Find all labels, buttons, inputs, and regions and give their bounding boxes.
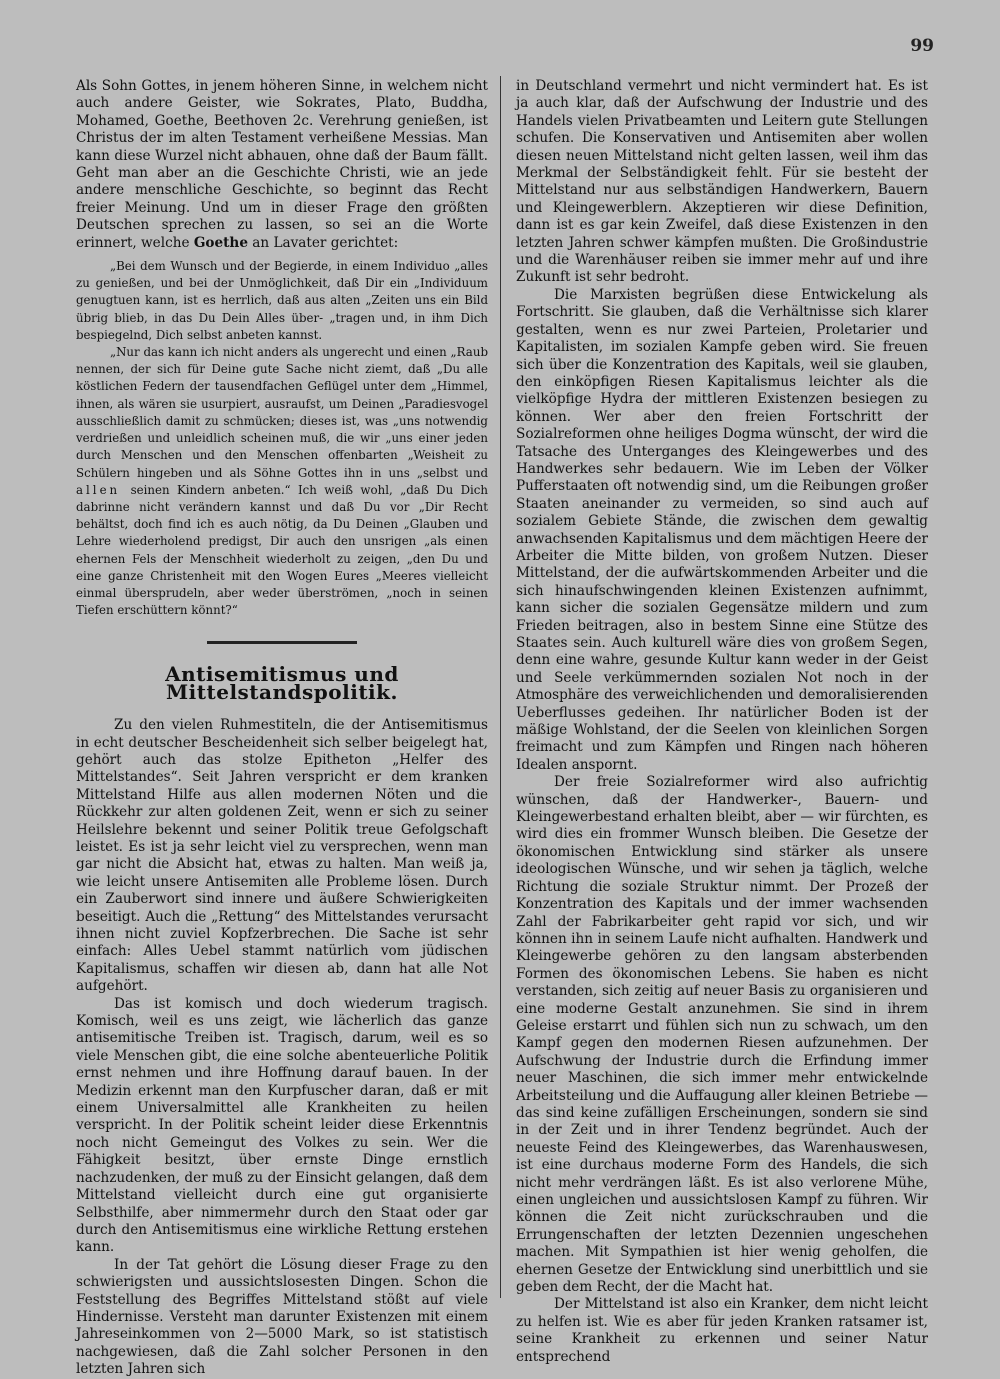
quote-paragraph-1: „Bei dem Wunsch und der Begierde, in einem Individuo „alles zu genießen, und bei der Unmöglichkeit, daß Dir ein „Individuum genugtuen kann, ist es herrlich, daß aus alten „Zeiten uns ein Bild übrig blieb, in das Du Dein Alles über- „tragen und, in ihm Dich bespiegelnd, Dich selbst anbeten kannst. <box>76 259 488 342</box>
article-paragraph-1: Zu den vielen Ruhmestiteln, die der Antisemitismus in echt deutscher Bescheidenheit sich selber beigelegt hat, gehört auch das stolze Epitheton „Helfer des Mittelstandes“. Seit Jahren verspricht er dem kranken Mittelstand Hilfe aus allen modernen Nöten und die Rückkehr zur alten goldenen Zeit, wenn er sich zu seiner Heilslehre bekennt und seiner Politik treue Gefolgschaft leistet. Es ist ja sehr leicht viel zu versprechen, wenn man gar nicht die Absicht hat, etwas zu halten. Man weiß ja, wie leicht unsere Antisemiten alle Probleme lösen. Durch ein Zauberwort sind innere und äußere Schwierigkeiten beseitigt. Auch die „Rettung“ des Mittelstandes verursacht ihnen nicht zuviel Kopfzerbrechen. Die Sache ist sehr einfach: Alles Uebel stammt natürlich vom jüdischen Kapitalismus, schaffen wir diesen ab, dann hat alle Not aufgehört. <box>76 717 488 995</box>
column-divider <box>500 76 501 1298</box>
page-number: 99 <box>910 36 934 56</box>
quote-2-part-a: „Nur das kann ich nicht anders als ungerecht und einen „Raub nennen, der sich für Deine gute Sache nicht ziemt, daß „Du alle köstlichen Federn der tausendfachen Geflügel unter dem „Himmel, ihnen, als wären sie usurpiert, ausraufst, um Deinen „Paradiesvogel ausschließlich damit zu schmücken; dieses ist, was „uns notwendig verdrießen und unleidlich scheinen muß, die wir „uns einer jeden durch Menschen und den Menschen offenbarten „Weisheit zu Schülern hingeben und als Söhne Gottes ihn in uns „selbst und <box>76 345 488 480</box>
article-headline: Antisemitismus und Mittelstandspolitik. <box>165 662 399 704</box>
intro-tail: an Lavater gerichtet: <box>247 234 399 251</box>
goethe-quote <box>76 258 488 619</box>
article-paragraph-2: Das ist komisch und doch wiederum tragisch. Komisch, weil es uns zeigt, wie lächerlich das ganze antisemitische Treiben ist. Tragisch, darum, weil es so viele Menschen gibt, die eine solche abenteuerliche Politik ernst nehmen und ihre Hoffnung darauf bauen. In der Medizin erkennt man den Kurpfuscher daran, daß er mit einem Universalmittel alle Krankheiten zu heilen verspricht. In der Politik scheint leider diese Erkenntnis noch nicht Gemeingut des Volkes zu sein. Wer die Fähigkeit besitzt, über ernste Dinge ernstlich nachzudenken, der muß zu der Einsicht gelangen, daß dem Mittelstand vielleicht durch eine gut organisierte Selbsthilfe, aber nimmermehr durch den Staat oder gar durch den Antisemitismus eine wirkliche Rettung erstehen kann. <box>76 995 488 1256</box>
right-paragraph-4: Der Mittelstand ist also ein Kranker, dem nicht leicht zu helfen ist. Wie es aber für jeden Kranken ratsamer ist, seine Krankheit zu erkennen und seiner Natur entsprechend <box>516 1296 928 1365</box>
intro-bold-name: Goethe <box>193 234 248 251</box>
intro-paragraph <box>76 78 488 252</box>
section-divider <box>207 641 357 644</box>
intro-text: Als Sohn Gottes, in jenem höheren Sinne, in welchem nicht auch andere Geister, wie Sokrates, Plato, Buddha, Mohamed, Goethe, Beethoven 2c. Verehrung genießen, ist Christus der im alten Testament verheißene Messias. Man kann diese Wurzel nicht abhauen, ohne daß der Baum fällt. Geht man aber an die Geschichte Christi, wie an jede andere menschliche Geschichte, so beginnt das Recht freier Meinung. Und um in dieser Frage den größten Deutschen sprechen zu lassen, so sei an die Worte erinnert, welche <box>76 78 488 251</box>
article-paragraph-3: In der Tat gehört die Lösung dieser Frage zu den schwierigsten und aussichtslosesten Dingen. Schon die Feststellung des Begriffes Mittelstand stößt auf viele Hindernisse. Versteht man darunter Existenzen mit einem Jahreseinkommen von 2—5000 Mark, so ist statistisch nachgewiesen, daß die Zahl solcher Personen in den letzten Jahren sich <box>76 1256 488 1378</box>
right-paragraph-1: in Deutschland vermehrt und nicht vermindert hat. Es ist ja auch klar, daß der Aufschwung der Industrie und des Handels vielen Privatbeamten und Leitern gute Stellungen schufen. Die Konservativen und Antisemiten aber wollen diesen neuen Mittelstand nicht gelten lassen, weil ihm das Merkmal der Selbständigkeit fehlt. Für sie besteht der Mittelstand nur aus selbständigen Handwerkern, Bauern und Kleingewerblern. Akzeptieren wir diese Definition, dann ist es gar kein Zweifel, daß diese Existenzen in den letzten Jahren schwer kämpfen mußten. Die Großindustrie und die Warenhäuser reiben sie immer mehr auf und ihre Zukunft ist sehr bedroht. <box>516 78 928 286</box>
left-column <box>76 78 488 1379</box>
quote-2-part-b: seinen Kindern anbeten.“ Ich weiß wohl, „daß Du Dich dabrinne nicht verändern kannst und daß Du vor „Dir Recht behältst, doch find ich es auch nötig, da Du Deinen „Glauben und Lehre wiederholend predigst, Dir auch den unsrigen „als einen ehernen Fels der Menschheit wiederholt zu zeigen, „den Du und eine ganze Christenheit mit den Wogen Eures „Meeres vielleicht einmal übersprudeln, aber weder überströmen, „noch in seinen Tiefen erschüttern könnt?“ <box>76 482 489 618</box>
right-column <box>516 78 928 1366</box>
quote-2-spaced-word: allen <box>76 482 131 497</box>
quote-paragraph-2 <box>76 344 488 619</box>
right-paragraph-2: Die Marxisten begrüßen diese Entwickelung als Fortschritt. Sie glauben, daß die Verhältnisse sich klarer gestalten, wenn es nur zwei Parteien, Proletarier und Kapitalisten, im sozialen Kampfe geben wird. Sie freuen sich über die Konzentration des Kapitals, weil sie glauben, den einköpfigen Riesen Kapitalismus leichter als die vielköpfige Hydra der mittleren Existenzen besiegen zu können. Wer aber den freien Fortschritt der Sozialreformen ohne heiliges Dogma wünscht, der wird die Tatsache des Unterganges des Kleingewerbes und des Handwerkes sehr bedauern. Wie im Leben der Völker Pufferstaaten oft notwendig sind, um die Reibungen großer Staaten aneinander zu vermeiden, so sind auch auf sozialem Gebiete Stände, die zwischen dem gewaltig anwachsenden Kapitalismus und dem mächtigen Heere der Arbeiter die Mitte bilden, von großem Nutzen. Dieser Mittelstand, der die aufwärtskommenden Arbeiter und die sich hinaufschwingenden kleinen Existenzen aufnimmt, kann sicher die sozialen Gegensätze mildern und zum Frieden beitragen, also in bestem Sinne eine Stütze des Staates sein. Auch kulturell wäre dies von großem Segen, denn eine wahre, gesunde Kultur kann weder in der Geist und Seele verkümmernden sozialen Not noch in der Atmosphäre des verweichlichenden und demoralisierenden Ueberflusses gedeihen. Ihr natürlicher Boden ist der mäßige Wohlstand, der die Seelen von kleinlichen Sorgen freimacht und zum Kämpfen und Ringen nach höheren Idealen anspornt. <box>516 286 928 773</box>
right-paragraph-3: Der freie Sozialreformer wird also aufrichtig wünschen, daß der Handwerker-, Bauern- und Kleingewerbestand erhalten bleibt, aber — wir fürchten, es wird dies ein frommer Wunsch bleiben. Die Gesetze der ökonomischen Entwicklung sind stärker als unsere ideologischen Wünsche, und wir sehen ja täglich, welche Richtung die soziale Struktur nimmt. Der Prozeß der Konzentration des Kapitals und der immer wachsenden Zahl der Fabrikarbeiter geht rapid vor sich, und wir können ihn in seinem Laufe nicht aufhalten. Handwerk und Kleingewerbe gehören zu den langsam absterbenden Formen des ökonomischen Lebens. Sie haben es nicht verstanden, sich zeitig auf neuer Basis zu organisieren und eine moderne Gestalt anzunehmen. Sie sind in ihrem Geleise erstarrt und fühlen sich nun zu schwach, um den Kampf gegen den modernen Riesen aufzunehmen. Der Aufschwung der Industrie durch die Erfindung immer neuer Maschinen, die sich immer mehr entwickelnde Arbeitsteilung und die Auffaugung aller kleinen Betriebe — das sind keine zufälligen Erscheinungen, sondern sie sind in der Zeit und in ihrer Tendenz begründet. Auch der neueste Feind des Kleingewerbes, das Warenhauswesen, ist eine durchaus moderne Form des Handels, die sich nicht mehr verdrängen läßt. Es ist also verlorene Mühe, einen ungleichen und aussichtslosen Kampf zu führen. Wir können die Zeit nicht zurückschrauben und die Errungenschaften der letzten Dezennien ungeschehen machen. Mit Sympathien ist hier wenig geholfen, die ehernen Gesetze der Entwicklung sind unerbittlich und sie geben dem Recht, der die Macht hat. <box>516 774 928 1296</box>
